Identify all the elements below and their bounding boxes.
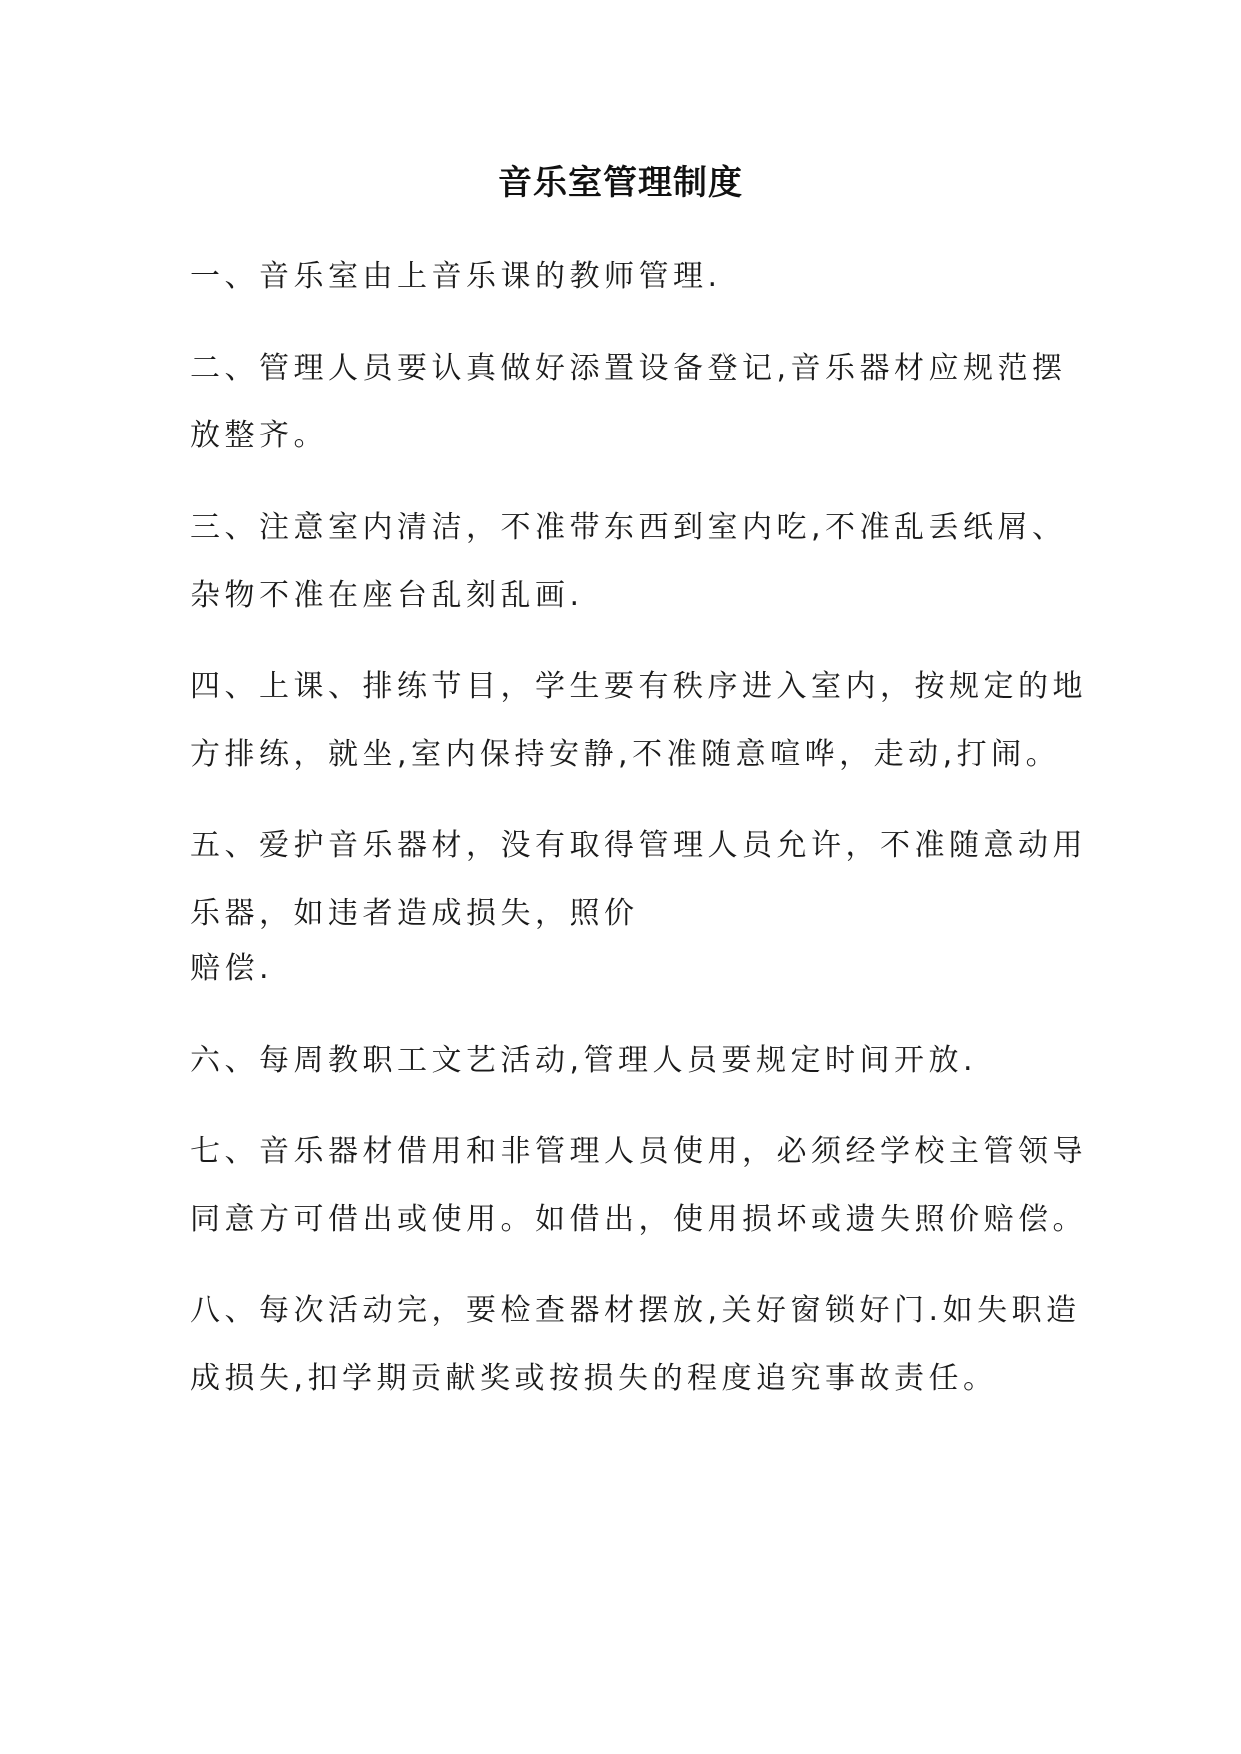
rule-3-line-1: 三、注意室内清洁，不准带东西到室内吃,不准乱丢纸屑、 (190, 510, 1067, 545)
rule-7-line-2: 同意方可借出或使用。如借出，使用损坏或遗失照价赔偿。 (190, 1202, 1087, 1237)
rule-8-line-2: 成损失,扣学期贡献奖或按损失的程度追究事故责任。 (190, 1361, 998, 1396)
rule-2-line-1: 二、管理人员要认真做好添置设备登记,音乐器材应规范摆 (190, 351, 1067, 386)
rule-5-line-2: 乐器，如违者造成损失，照价 (190, 896, 639, 931)
rule-1-line-1: 一、音乐室由上音乐课的教师管理. (190, 259, 722, 294)
document-title: 音乐室管理制度 (498, 163, 743, 203)
rule-4-line-2: 方排练，就坐,室内保持安静,不准随意喧哗，走动,打闹。 (190, 737, 1061, 772)
rule-3-line-2: 杂物不准在座台乱刻乱画. (190, 578, 584, 613)
rule-5-line-1: 五、爱护音乐器材，没有取得管理人员允许，不准随意动用 (190, 828, 1087, 863)
rule-4-line-1: 四、上课、排练节目，学生要有秩序进入室内，按规定的地 (190, 669, 1087, 704)
rule-5-line-3: 赔偿. (190, 951, 274, 986)
rule-6-line-1: 六、每周教职工文艺活动,管理人员要规定时间开放. (190, 1043, 978, 1078)
rule-2-line-2: 放整齐。 (190, 418, 328, 453)
rule-8-line-1: 八、每次活动完，要检查器材摆放,关好窗锁好门.如失职造 (190, 1293, 1081, 1328)
rule-7-line-1: 七、音乐器材借用和非管理人员使用，必须经学校主管领导 (190, 1134, 1087, 1169)
